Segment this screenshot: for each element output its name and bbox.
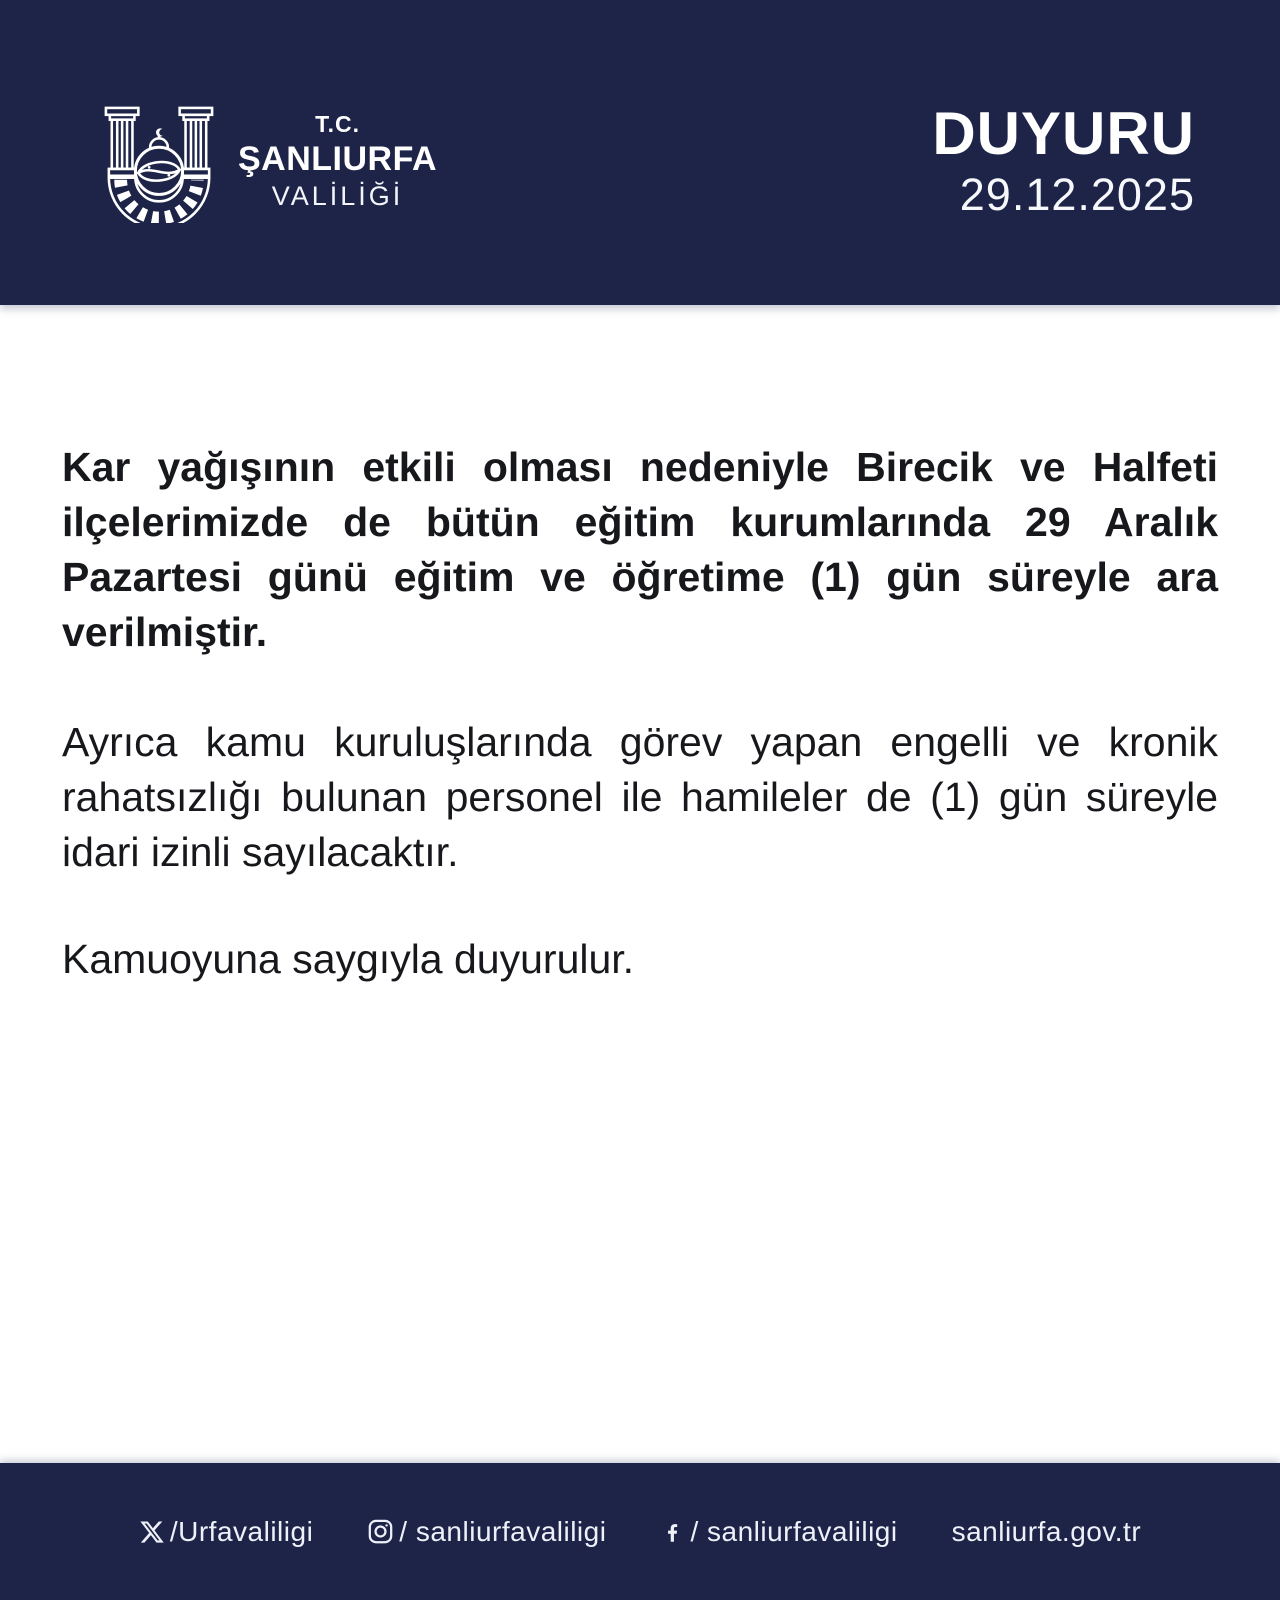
social-instagram-label: / sanliurfavaliligi xyxy=(399,1515,607,1547)
governorship-brand xyxy=(100,101,437,223)
header-band xyxy=(0,0,1280,305)
sanliurfa-emblem-icon xyxy=(100,101,218,223)
social-facebook-label: / sanliurfavaliligi xyxy=(690,1515,898,1547)
brand-tc: T.C. xyxy=(315,110,360,137)
paragraph-closing-remark: Kamuoyuna saygıyla duyurulur. xyxy=(62,936,635,982)
footer-band xyxy=(0,1463,1280,1600)
facebook-icon xyxy=(660,1519,685,1544)
governorship-name xyxy=(238,111,437,213)
announcement-date: 29.12.2025 xyxy=(959,169,1195,220)
social-instagram-handle[interactable] xyxy=(367,1516,606,1548)
paragraph-admin-leave: Ayrıca kamu kuruluşlarında görev yapan engelli ve kronik rahatsızlığı bulunan personel ile hamileler de (1) gün süreyle idari izinli sayılacaktır. xyxy=(62,719,1218,875)
announcement-title: DUYURU xyxy=(932,100,1195,167)
social-x-handle[interactable] xyxy=(139,1516,313,1548)
social-x-label: /Urfavaliligi xyxy=(169,1515,314,1547)
brand-subname: VALİLİĞİ xyxy=(271,181,404,212)
paragraph-school-closure: Kar yağışının etkili olması nedeniyle Birecik ve Halfeti ilçelerimizde de bütün eğitim kurumlarında 29 Aralık Pazartesi günü eğitim ve öğretime (1) gün süreyle ara verilmiştir. xyxy=(62,444,1218,655)
announcement-header xyxy=(932,102,1195,221)
social-facebook-handle[interactable] xyxy=(660,1516,897,1548)
announcement-body xyxy=(62,305,1218,987)
brand-city: ŞANLIURFA xyxy=(238,140,438,179)
website-link[interactable] xyxy=(952,1516,1142,1548)
website-label: sanliurfa.gov.tr xyxy=(951,1515,1142,1547)
instagram-icon xyxy=(367,1518,394,1545)
x-icon xyxy=(139,1519,165,1545)
